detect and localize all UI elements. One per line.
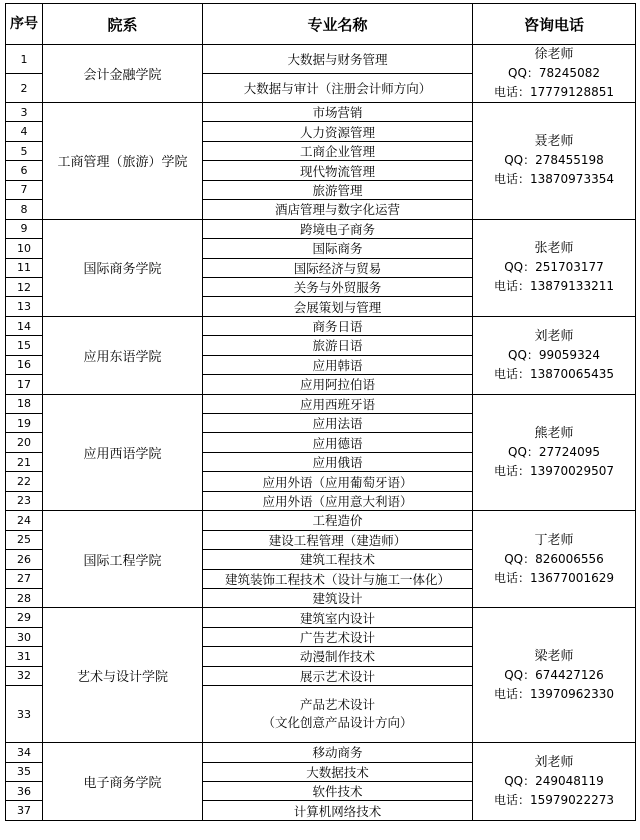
header-contact: 咨询电话 [473,4,636,45]
contact-phone: 电话：13970962330 [494,686,614,701]
contact-info [473,219,636,316]
major-name: 应用西班牙语 [203,394,473,413]
row-number: 14 [6,316,43,335]
contact-qq: QQ：78245082 [508,66,600,80]
header-department: 院系 [43,4,203,45]
major-name: 建筑室内设计 [203,608,473,627]
contact-phone: 电话：13870065435 [494,366,614,381]
major-name: 应用法语 [203,414,473,433]
contact-phone: 电话：17779128851 [494,85,614,99]
row-number: 13 [6,297,43,316]
contact-teacher: 刘老师 [534,755,574,770]
row-number: 36 [6,782,43,801]
contact-teacher: 刘老师 [534,328,574,344]
row-number: 4 [6,122,43,141]
header-row [6,4,636,45]
row-number: 8 [6,200,43,219]
row-number: 7 [6,180,43,199]
major-name: 市场营销 [203,103,473,122]
major-name: 广告艺术设计 [203,627,473,646]
enrollment-table-container [5,3,636,821]
major-name: 计算机网络技术 [203,801,473,820]
major-name: 应用外语（应用葡萄牙语） [203,472,473,491]
row-number: 11 [6,258,43,277]
header-seq: 序号 [6,4,43,45]
table-row [6,316,636,335]
contact-info [473,608,636,743]
row-number: 5 [6,141,43,160]
contact-info [473,316,636,394]
row-number: 27 [6,569,43,588]
row-number: 37 [6,801,43,820]
contact-teacher: 聂老师 [534,134,574,150]
major-name: 跨境电子商务 [203,219,473,238]
row-number: 6 [6,161,43,180]
row-number: 9 [6,219,43,238]
row-number: 15 [6,336,43,355]
contact-qq: QQ：99059324 [508,347,600,362]
major-name: 展示艺术设计 [203,666,473,685]
row-number: 10 [6,239,43,258]
row-number: 24 [6,511,43,530]
row-number: 2 [6,74,43,103]
major-name: 应用阿拉伯语 [203,375,473,394]
major-name: 应用韩语 [203,355,473,374]
row-number: 34 [6,743,43,762]
department-name: 国际工程学院 [43,511,203,608]
row-number: 28 [6,588,43,607]
department-name: 工商管理（旅游）学院 [43,103,203,220]
contact-qq: QQ：27724095 [508,444,600,459]
major-name: 关务与外贸服务 [203,277,473,296]
major-name: 大数据与审计（注册会计师方向） [203,74,473,103]
major-name: 建筑工程技术 [203,550,473,569]
contact-phone: 电话：13677001629 [494,570,614,585]
major-name: 国际商务 [203,239,473,258]
row-number: 17 [6,375,43,394]
major-name: 商务日语 [203,316,473,335]
majors-contact-table [5,3,636,821]
department-name: 艺术与设计学院 [43,608,203,743]
contact-teacher: 梁老师 [534,648,574,664]
row-number: 22 [6,472,43,491]
table-body [6,45,636,821]
contact-info [473,394,636,511]
row-number: 16 [6,355,43,374]
contact-qq: QQ：249048119 [504,774,604,788]
contact-info [473,45,636,103]
row-number: 20 [6,433,43,452]
department-name: 国际商务学院 [43,219,203,316]
row-number: 1 [6,45,43,74]
table-row [6,743,636,762]
department-name: 应用东语学院 [43,316,203,394]
major-name [203,686,473,743]
major-name: 旅游日语 [203,336,473,355]
row-number: 32 [6,666,43,685]
contact-phone: 电话：13879133211 [494,279,614,294]
table-row [6,219,636,238]
table-row [6,103,636,122]
major-name: 国际经济与贸易 [203,258,473,277]
major-name: 酒店管理与数字化运营 [203,200,473,219]
major-name: 移动商务 [203,743,473,762]
row-number: 12 [6,277,43,296]
row-number: 33 [6,686,43,743]
contact-phone: 电话：13870973354 [494,172,614,187]
major-name: 动漫制作技术 [203,647,473,666]
row-number: 19 [6,414,43,433]
department-name: 会计金融学院 [43,45,203,103]
row-number: 31 [6,647,43,666]
major-name: 软件技术 [203,782,473,801]
contact-info [473,743,636,821]
table-row [6,45,636,74]
row-number: 26 [6,550,43,569]
row-number: 18 [6,394,43,413]
major-name: 建设工程管理（建造师） [203,530,473,549]
contact-qq: QQ：278455198 [504,153,604,168]
department-name: 应用西语学院 [43,394,203,511]
contact-info [473,511,636,608]
major-name: 应用俄语 [203,452,473,471]
table-row [6,608,636,627]
table-row [6,511,636,530]
row-number: 35 [6,762,43,781]
contact-qq: QQ：674427126 [504,667,604,682]
major-name: 工程造价 [203,511,473,530]
major-name: 大数据技术 [203,762,473,781]
major-name-line1: 产品艺术设计 [299,697,375,713]
major-name: 建筑装饰工程技术（设计与施工一体化） [203,569,473,588]
contact-phone: 电话：13970029507 [494,463,614,478]
contact-teacher: 丁老师 [534,532,574,548]
row-number: 21 [6,452,43,471]
major-name: 大数据与财务管理 [203,45,473,74]
major-name: 应用德语 [203,433,473,452]
major-name: 工商企业管理 [203,141,473,160]
row-number: 25 [6,530,43,549]
major-name: 人力资源管理 [203,122,473,141]
major-name: 现代物流管理 [203,161,473,180]
major-name-line2: （文化创意产品设计方向） [262,715,413,731]
contact-phone: 电话：15979022273 [494,793,614,807]
header-major: 专业名称 [203,4,473,45]
contact-teacher: 张老师 [534,241,574,257]
row-number: 30 [6,627,43,646]
contact-qq: QQ：826006556 [504,551,604,566]
department-name: 电子商务学院 [43,743,203,821]
contact-qq: QQ：251703177 [504,260,604,275]
major-name: 应用外语（应用意大利语） [203,491,473,510]
contact-teacher: 徐老师 [534,47,574,62]
major-name: 旅游管理 [203,180,473,199]
row-number: 29 [6,608,43,627]
major-name: 会展策划与管理 [203,297,473,316]
row-number: 23 [6,491,43,510]
row-number: 3 [6,103,43,122]
contact-info [473,103,636,220]
contact-teacher: 熊老师 [534,425,574,441]
table-row [6,394,636,413]
major-name: 建筑设计 [203,588,473,607]
